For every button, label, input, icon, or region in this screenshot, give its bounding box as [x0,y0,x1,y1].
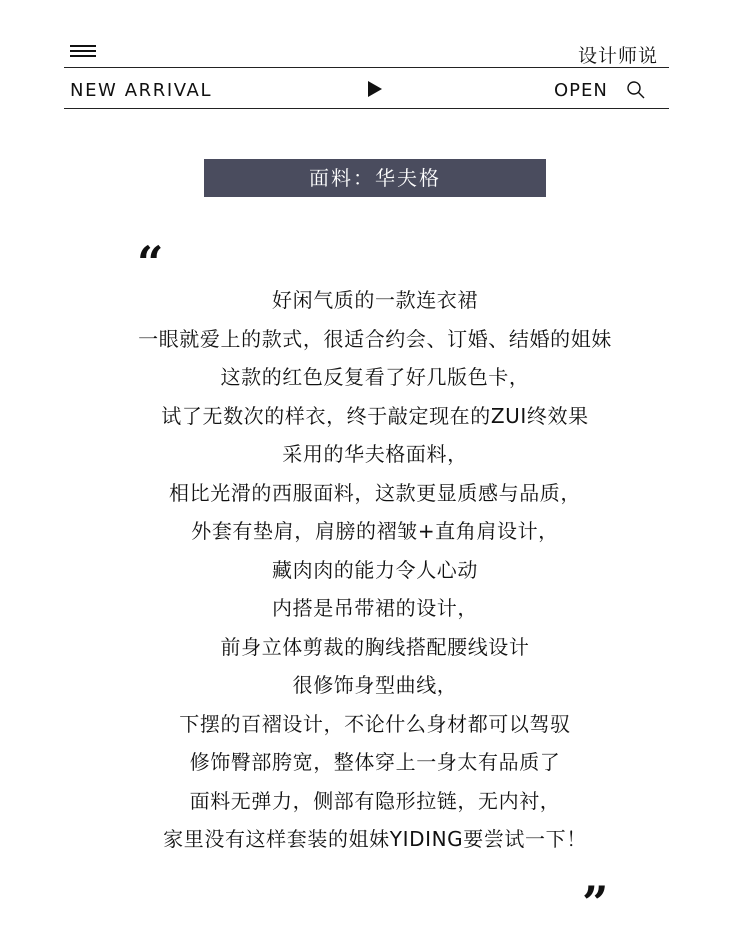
product-description [0,281,750,859]
description-line: 藏肉肉的能力令人心动 [272,557,478,582]
description-line: 前身立体剪裁的胸线搭配腰线设计 [220,634,530,659]
open-link[interactable]: OPEN [554,80,608,101]
description-line: 内搭是吊带裙的设计， [272,596,478,620]
description-line: 家里没有这样套装的姐妹YIDING要尝试一下！ [163,827,587,851]
description-line: 外套有垫肩，肩膀的褶皱+直角肩设计， [191,519,559,543]
description-line: 下摆的百褶设计，不论什么身材都可以驾驭 [179,711,571,736]
hamburger-menu-icon[interactable] [70,45,96,61]
search-icon[interactable] [626,80,646,100]
description-line: 好闲气质的一款连衣裙 [272,288,478,312]
open-quote-mark: “ [137,236,162,290]
top-header [64,38,669,67]
designer-says-link[interactable]: 设计师说 [577,45,658,67]
description-line: 试了无数次的样衣，终于敲定现在的ZUI终效果 [161,403,589,428]
header-divider-bottom [64,108,669,109]
description-line: 一眼就爱上的款式，很适合约会、订婚、结婚的姐妹 [138,326,612,351]
description-line: 采用的华夫格面料， [282,442,468,466]
fabric-title-banner: 面料：华夫格 [204,159,546,197]
new-arrival-link[interactable]: NEW ARRIVAL [70,80,213,101]
play-icon[interactable] [368,81,382,97]
close-quote-mark: ” [582,876,607,930]
description-line: 很修饰身型曲线， [292,673,458,697]
nav-bar [64,68,669,108]
description-line: 这款的红色反复看了好几版色卡， [220,365,530,389]
description-line: 面料无弹力，侧部有隐形拉链，无内衬， [189,788,561,813]
description-line: 修饰臀部胯宽，整体穿上一身太有品质了 [189,750,561,774]
description-line: 相比光滑的西服面料，这款更显质感与品质， [169,480,581,505]
